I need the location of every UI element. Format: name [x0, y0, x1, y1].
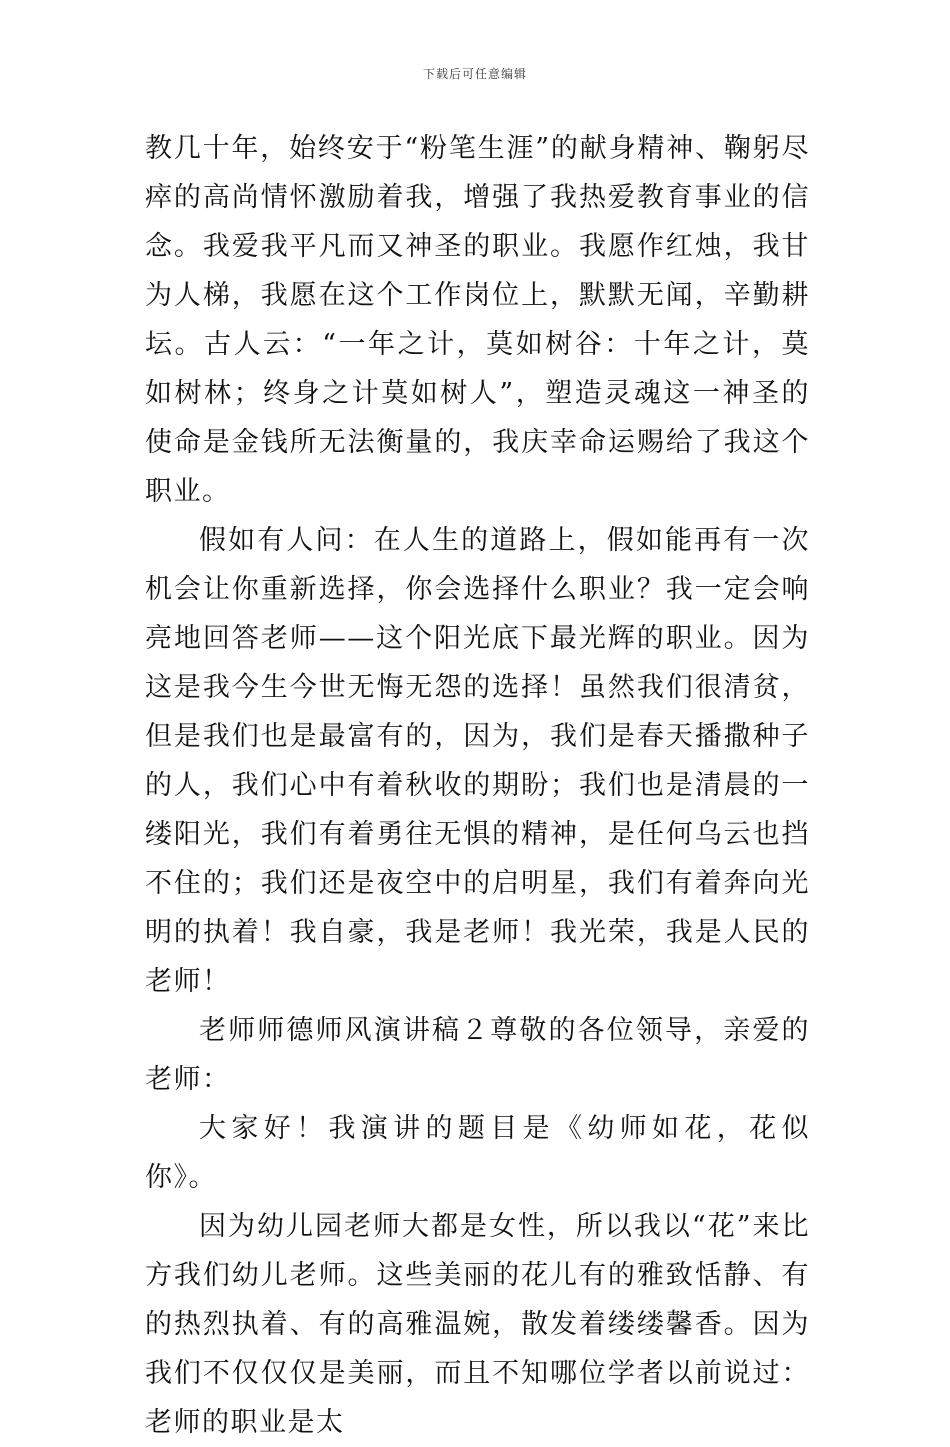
paragraph-3-speech-title: 老师师德师风演讲稿２尊敬的各位领导，亲爱的老师： [145, 1015, 810, 1095]
paragraph-1: 教几十年，始终安于“粉笔生涯”的献身精神、鞠躬尽瘁的高尚情怀激励着我，增强了我热爱教育事业的信念。我爱我平凡而又神圣的职业。我愿作红烛，我甘为人梯，我愿在这个工作岗位上，默默无闻，辛勤耕坛。古人云：“一年之计，莫如树谷：十年之计，莫如树林；终身之计莫如树人”，塑造灵魂这一神圣的使命是金钱所无法衡量的，我庆幸命运赐给了我这个职业。 [145, 133, 810, 507]
paragraph-2: 假如有人问：在人生的道路上，假如能再有一次机会让你重新选择，你会选择什么职业？我一定会响亮地回答老师——这个阳光底下最光辉的职业。因为这是我今生今世无悔无怨的选择！虽然我们很清贫，但是我们也是最富有的，因为，我们是春天播撒种子的人，我们心中有着秋收的期盼；我们也是清晨的一缕阳光，我们有着勇往无惧的精神，是任何乌云也挡不住的；我们还是夜空中的启明星，我们有着奔向光明的执着！我自豪，我是老师！我光荣，我是人民的老师！ [145, 525, 810, 997]
page-header: 下载后可任意编辑 [422, 67, 527, 81]
paragraph-4-greeting: 大家好！我演讲的题目是《幼师如花，花似你》。 [145, 1113, 810, 1193]
document-body [145, 124, 810, 1447]
paragraph-5: 因为幼儿园老师大都是女性，所以我以“花”来比方我们幼儿老师。这些美丽的花儿有的雅致恬静、有的热烈执着、有的高雅温婉，散发着缕缕馨香。因为我们不仅仅仅是美丽，而且不知哪位学者以前说过：老师的职业是太 [145, 1211, 810, 1438]
